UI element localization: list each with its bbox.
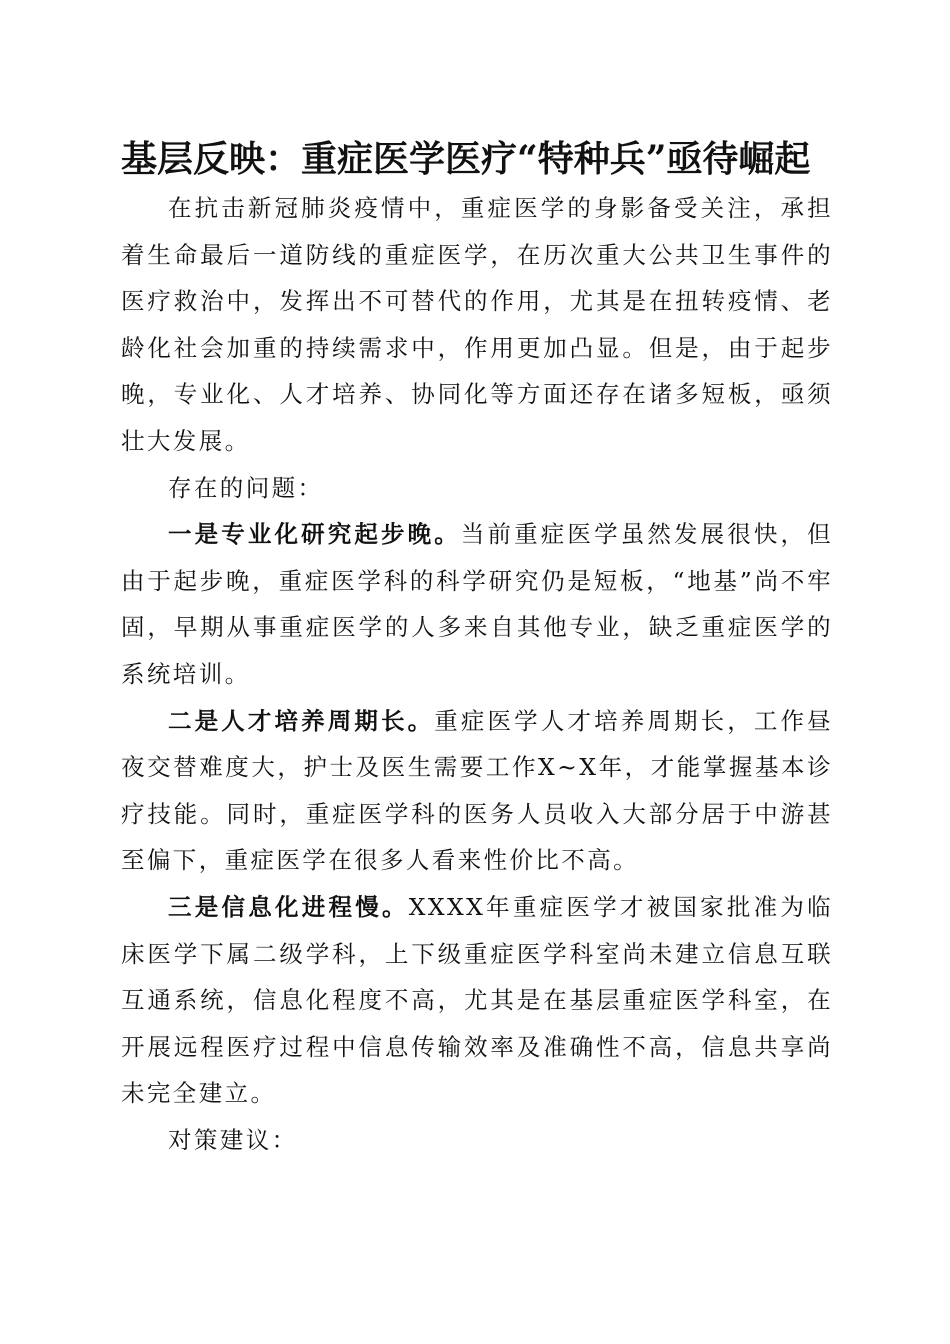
problem-text: 当前重症医学虽然发展很快，但由于起步晚，重症医学科的科学研究仍是短板，“地基”尚不牢固，早期从事重症医学的人多来自其他专业，缺乏重症医学的系统培训。 <box>121 520 833 688</box>
suggestions-heading: 对策建议： <box>168 1125 298 1154</box>
problem-paragraph-1 <box>121 511 833 697</box>
problem-lead: 三是信息化进程慢。 <box>168 892 409 921</box>
problem-paragraph-2 <box>121 698 833 884</box>
intro-paragraph: 在抗击新冠肺炎疫情中，重症医学的身影备受关注，承担着生命最后一道防线的重症医学，在历次重大公共卫生事件的医疗救治中，发挥出不可替代的作用，尤其是在扭转疫情、老龄化社会加重的持续需求中，作用更加凸显。但是，由于起步晚，专业化、人才培养、协同化等方面还存在诸多短板，亟须壮大发展。 <box>121 194 833 455</box>
problem-lead: 一是专业化研究起步晚。 <box>168 520 461 549</box>
document-title: 基层反映：重症医学医疗“特种兵”亟待崛起 <box>121 138 811 180</box>
problem-lead: 二是人才培养周期长。 <box>168 706 435 735</box>
document-body <box>121 185 833 1163</box>
problem-paragraph-3 <box>121 884 833 1117</box>
problem-text: XXXX年重症医学才被国家批准为临床医学下属二级学科，上下级重症医学科室尚未建立信息互联互通系统，信息化程度不高，尤其是在基层重症医学科室，在开展远程医疗过程中信息传输效率及准确性不高，信息共享尚未完全建立。 <box>121 892 833 1108</box>
problems-heading: 存在的问题： <box>168 473 324 502</box>
problem-text: 重症医学人才培养周期长，工作昼夜交替难度大，护士及医生需要工作X~X年，才能掌握基本诊疗技能。同时，重症医学科的医务人员收入大部分居于中游甚至偏下，重症医学在很多人看来性价比不高。 <box>121 706 834 875</box>
